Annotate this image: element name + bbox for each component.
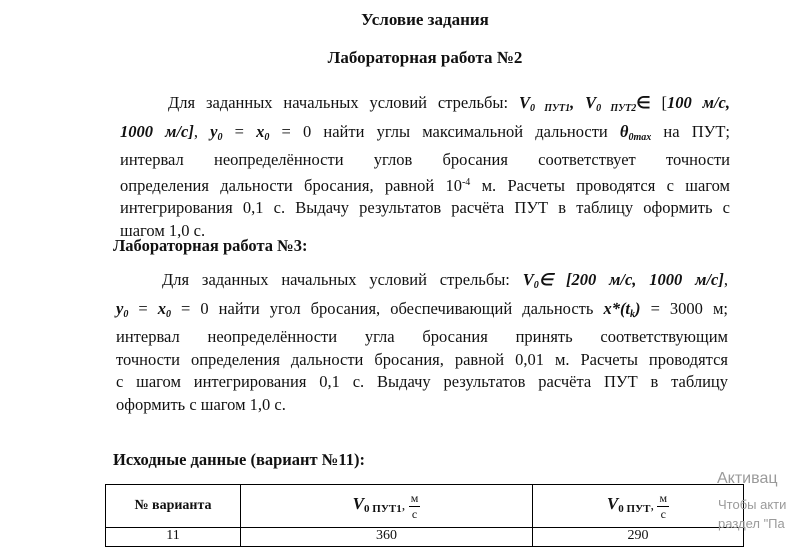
lab2-line-3: интервал неопределённости углов бросания соответствует точности (120, 150, 730, 169)
lab2-line-2: 1000 м/с], $y_0 = x_0 = 0$ найти углы максимальной дальности $\theta_{0max}$ на ПУТ; (120, 121, 730, 143)
table-header-row (106, 485, 744, 528)
lab2-paragraph (120, 92, 730, 242)
lab3-line-5: с шагом интегрирования 0,1 с. Выдачу результатов расчёта ПУТ в таблицу (116, 372, 728, 391)
lab2-line-4: определения дальности бросания, равной $10^{-4}$ м. Расчеты проводятся с шагом (120, 175, 730, 195)
lab3-line-1: Для заданных начальных условий стрельбы: $V_0\in$ [200 м/с, 1000 м/с], (162, 270, 728, 291)
page-title: Условие задания (361, 10, 489, 29)
lab2-line-6: шагом 1,0 с. (120, 220, 206, 240)
activation-watermark-title: Активац (717, 470, 778, 487)
lab3-paragraph (116, 269, 728, 416)
lab3-line-2: $y_0 = x_0 = 0$ найти угол бросания, обеспечивающий дальность $x*(t_k) = 3000$ м; (116, 298, 728, 320)
lab3-line-3: интервал неопределённости угла бросания принять соответствующим (116, 327, 728, 346)
unit-fraction: $\frac{м}{с}$ (659, 490, 668, 521)
lab3-title: Лабораторная работа №3: (113, 236, 308, 255)
col-v2-header: $V_{0 ПУТ}$, $\frac{м}{с}$ (533, 485, 744, 528)
cell-v2: 290 (533, 528, 744, 547)
source-data-title: Исходные данные (вариант №11): (113, 450, 365, 469)
table-row (106, 528, 744, 547)
col-v1-header: $V_{0 ПУТ1}$, $\frac{м}{с}$ (241, 485, 533, 528)
lab3-line-6: оформить с шагом 1,0 с. (116, 394, 286, 414)
cell-v1: 360 (241, 528, 533, 547)
source-data-table (105, 484, 744, 547)
lab2-line-5: интегрирования 0,1 с. Выдачу результатов расчёта ПУТ в таблицу оформить с (120, 198, 730, 217)
lab2-title: Лабораторная работа №2 (327, 48, 523, 67)
activation-watermark-line: раздел "Па (718, 516, 785, 531)
lab2-line-1: Для заданных начальных условий стрельбы: $V_{0 ПУТ1}$, $V_{0 ПУТ2}\in$ [100 м/с, (168, 93, 730, 114)
cell-variant: 11 (106, 528, 241, 547)
col-variant-header: № варианта (106, 485, 241, 528)
unit-fraction: $\frac{м}{с}$ (410, 490, 419, 521)
lab3-line-4: точности определения дальности бросания, равной 0,01 м. Расчеты проводятся (116, 349, 728, 369)
activation-watermark-line: Чтобы акти (718, 497, 787, 512)
